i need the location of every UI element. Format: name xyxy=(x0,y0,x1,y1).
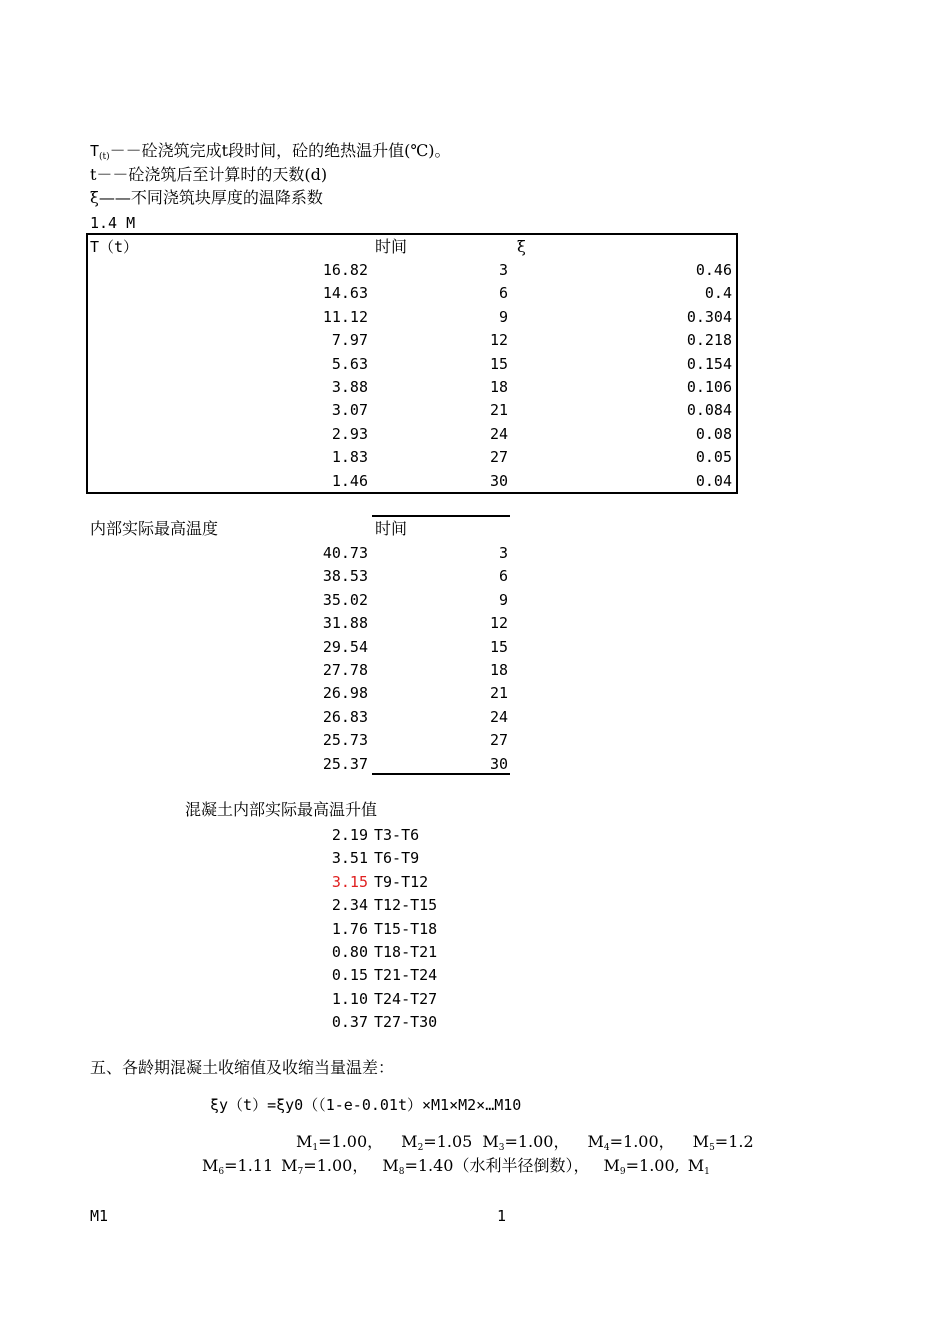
table1-cell-time: 18 xyxy=(489,378,508,396)
table2-cell-temp: 26.98 xyxy=(322,684,368,703)
table1-header-time: 时间 xyxy=(375,237,408,256)
table3-cell-range: T3-T6 xyxy=(374,826,420,844)
table3-cell-range: T15-T18 xyxy=(374,919,438,938)
footer-left-label: M1 xyxy=(90,1207,109,1225)
table1-header-xi: ξ xyxy=(517,237,526,256)
def-t-line xyxy=(90,141,451,167)
table2-cell-temp: 27.78 xyxy=(322,661,368,679)
m-coeff-symbol: M xyxy=(687,1156,705,1175)
table1-cell-xi: 0.05 xyxy=(695,448,732,467)
table2-cell-temp: 40.73 xyxy=(322,544,368,562)
table3-cell-range: T6-T9 xyxy=(374,849,420,868)
def-t-days: t－－砼浇筑后至计算时的天数(d) xyxy=(90,165,328,184)
table1-cell-time: 3 xyxy=(498,261,508,279)
table3-cell-value: 2.19 xyxy=(331,826,368,844)
m-coeff-symbol: M xyxy=(587,1132,604,1151)
table1-cell-t: 7.97 xyxy=(331,331,368,350)
m-coeff-value: =1.40（水利半径倒数）， xyxy=(404,1156,590,1175)
table3-cell-value: 1.76 xyxy=(331,919,368,938)
m-coeff-symbol: M xyxy=(382,1156,399,1175)
m-coeff-value: =1.00， xyxy=(609,1132,675,1151)
table3-cell-range: T9-T12 xyxy=(374,872,429,891)
table3-cell-range: T12-T15 xyxy=(374,896,438,915)
table1-cell-time: 12 xyxy=(489,331,508,350)
table1-cell-t: 3.88 xyxy=(331,378,368,396)
thickness-label: 1.4 M xyxy=(90,214,136,232)
m-coeff xyxy=(382,1156,589,1175)
m-coeff xyxy=(693,1132,754,1151)
table3-title: 混凝土内部实际最高温升值 xyxy=(185,800,378,819)
table2-cell-temp: 25.73 xyxy=(322,731,368,750)
table2-cell-time: 30 xyxy=(489,754,508,773)
m-coeff-value: =1.11 xyxy=(224,1156,274,1175)
shrink-formula: ξy（t）=ξy0（（1-e-0.01t）×M1×M2×…M10 xyxy=(210,1096,522,1114)
table2-header-time: 时间 xyxy=(375,519,408,538)
table2-cell-time: 18 xyxy=(489,661,508,679)
table1-cell-xi: 0.08 xyxy=(695,424,732,443)
m-coeff xyxy=(482,1132,569,1151)
table3-cell-range: T24-T27 xyxy=(374,989,438,1008)
table1-cell-t: 11.12 xyxy=(322,307,368,326)
table1-header-t: T（t） xyxy=(90,238,139,256)
m-coeff xyxy=(296,1132,383,1151)
table1-cell-time: 21 xyxy=(489,401,508,420)
m-coeff xyxy=(281,1156,368,1175)
table2-cell-temp: 35.02 xyxy=(322,590,368,609)
table2-cell-time: 27 xyxy=(489,731,508,750)
table2-cell-time: 6 xyxy=(498,567,508,586)
m-coeff-index: 6 xyxy=(218,1167,225,1177)
m-coeff-symbol: M xyxy=(281,1156,298,1175)
table1-cell-time: 24 xyxy=(489,424,508,443)
table3-cell-value: 1.10 xyxy=(331,989,368,1008)
table2-cell-time: 9 xyxy=(498,590,508,609)
m-coeff xyxy=(604,1156,680,1175)
m-coeff-value: =1.00, xyxy=(625,1156,680,1175)
t-var-sub: (t) xyxy=(99,152,110,162)
table1-cell-time: 30 xyxy=(489,471,508,490)
m-coeff-index: 7 xyxy=(297,1167,304,1177)
m-coeff-index: 1 xyxy=(704,1167,710,1177)
table2-header-label: 内部实际最高温度 xyxy=(90,519,219,538)
m-coeff xyxy=(688,1156,710,1175)
m-coeff xyxy=(588,1132,675,1151)
m-coeff-value: =1.00， xyxy=(303,1156,369,1175)
table1-cell-t: 3.07 xyxy=(331,401,368,420)
m-coeff-index: 2 xyxy=(417,1143,424,1153)
m-coeff-symbol: M xyxy=(603,1156,620,1175)
table2-cell-temp: 25.37 xyxy=(322,754,368,773)
m-coeff-index: 3 xyxy=(498,1143,505,1153)
table1-cell-xi: 0.218 xyxy=(686,331,732,350)
table1-cell-time: 9 xyxy=(498,307,508,326)
table1-cell-time: 6 xyxy=(498,284,508,303)
table1-cell-t: 1.83 xyxy=(331,448,368,467)
table3-cell-value: 2.34 xyxy=(331,896,368,915)
table3-cell-range: T18-T21 xyxy=(374,943,438,961)
m-coeff-value: =1.00， xyxy=(318,1132,384,1151)
t-var: T xyxy=(90,142,100,160)
m-coeff-index: 8 xyxy=(398,1167,405,1177)
m-coeff xyxy=(401,1132,472,1151)
m-coeff-value: =1.2 xyxy=(714,1132,754,1151)
m-coeff-symbol: M xyxy=(202,1156,219,1175)
table1-cell-time: 27 xyxy=(489,448,508,467)
m-coeff-line2 xyxy=(202,1156,734,1182)
table3-cell-range: T21-T24 xyxy=(374,966,438,985)
table2-cell-temp: 31.88 xyxy=(322,614,368,633)
section5-heading: 五、各龄期混凝土收缩值及收缩当量温差： xyxy=(90,1058,395,1077)
table2-cell-temp: 26.83 xyxy=(322,707,368,726)
table1-cell-xi: 0.154 xyxy=(686,354,732,373)
table2-cell-time: 15 xyxy=(489,637,508,656)
page-number: 1 xyxy=(497,1207,507,1225)
table1-cell-t: 2.93 xyxy=(331,424,368,443)
m-coeff-index: 1 xyxy=(312,1143,319,1153)
m-coeff xyxy=(202,1156,273,1175)
table3-cell-value: 0.15 xyxy=(331,966,368,985)
table1-cell-xi: 0.106 xyxy=(686,378,732,396)
table2-cell-temp: 38.53 xyxy=(322,567,368,586)
table1-cell-t: 5.63 xyxy=(331,354,368,373)
m-coeff-symbol: M xyxy=(296,1132,313,1151)
m-coeff-index: 9 xyxy=(619,1167,626,1177)
table2-cell-time: 21 xyxy=(489,684,508,703)
table2-cell-temp: 29.54 xyxy=(322,637,368,656)
table1-cell-time: 15 xyxy=(489,354,508,373)
def-xi: ξ——不同浇筑块厚度的温降系数 xyxy=(90,188,323,207)
table3-cell-range: T27-T30 xyxy=(374,1013,438,1032)
table2-cell-time: 3 xyxy=(498,544,508,562)
table1-cell-xi: 0.084 xyxy=(686,401,732,420)
t-def-text: －－砼浇筑完成t段时间，砼的绝热温升值(℃)。 xyxy=(109,141,451,160)
m-coeff-symbol: M xyxy=(692,1132,710,1151)
table1-cell-xi: 0.46 xyxy=(695,261,732,279)
m-coeff-value: =1.05 xyxy=(423,1132,473,1151)
table1-cell-t: 1.46 xyxy=(331,471,368,490)
table2-cell-time: 24 xyxy=(489,707,508,726)
table1-cell-xi: 0.304 xyxy=(686,307,732,326)
table1-cell-xi: 0.4 xyxy=(704,284,732,303)
m-coeff-symbol: M xyxy=(401,1132,418,1151)
table3-cell-value: 3.51 xyxy=(331,849,368,868)
m-coeff-index: 4 xyxy=(603,1143,610,1153)
table3-cell-value: 0.37 xyxy=(331,1013,368,1032)
table3-cell-value: 3.15 xyxy=(331,872,368,891)
m-coeff-symbol: M xyxy=(482,1132,499,1151)
table2-bottom-rule xyxy=(372,773,510,775)
m-coeff-line1 xyxy=(296,1132,754,1158)
table3-cell-value: 0.80 xyxy=(331,943,368,961)
table1-cell-t: 14.63 xyxy=(322,284,368,303)
table2-top-rule xyxy=(372,515,510,517)
table1-cell-t: 16.82 xyxy=(322,261,368,279)
m-coeff-value: =1.00， xyxy=(504,1132,570,1151)
table2-cell-time: 12 xyxy=(489,614,508,633)
m-coeff-index: 5 xyxy=(709,1143,715,1153)
table1-cell-xi: 0.04 xyxy=(695,471,732,490)
